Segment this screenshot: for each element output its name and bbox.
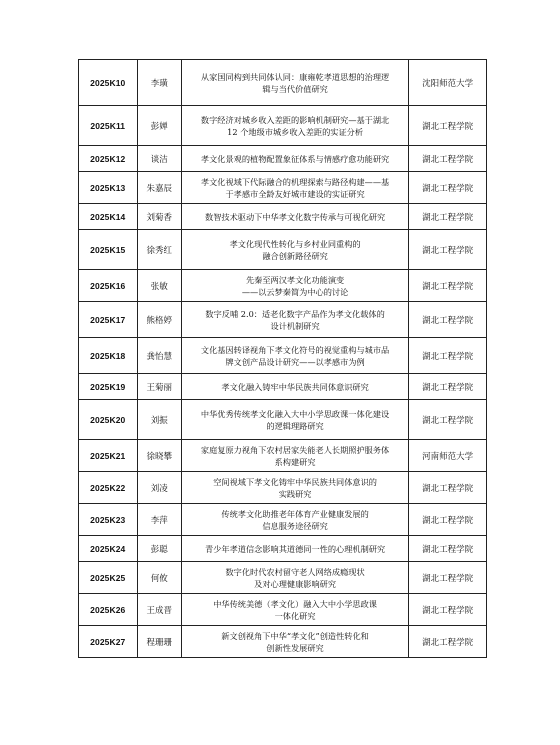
project-id-cell: 2025K24 — [79, 536, 138, 562]
project-id-cell: 2025K16 — [79, 270, 138, 302]
project-id-cell: 2025K17 — [79, 302, 138, 338]
project-title-line: 数字经济对城乡收入差距的影响机制研究—基于湖北 — [200, 114, 390, 125]
institution-cell: 湖北工程学院 — [409, 594, 487, 626]
project-title-line: 空间视域下孝文化铸牢中华民族共同体意识的 — [213, 476, 377, 487]
project-title-line: 先秦至两汉孝文化功能演变 — [245, 274, 345, 285]
table-row — [79, 146, 487, 172]
project-title-line: 孝文化视域下代际融合的机理探索与路径构建——基 — [200, 176, 390, 187]
institution-cell: 湖北工程学院 — [409, 562, 487, 594]
project-leader-cell: 徐晓攀 — [137, 440, 181, 472]
institution-cell: 湖北工程学院 — [409, 270, 487, 302]
table-row — [79, 504, 487, 536]
project-leader-cell: 李萍 — [137, 504, 181, 536]
project-title-cell — [181, 594, 408, 626]
table-row — [79, 230, 487, 270]
institution-cell: 沈阳师范大学 — [409, 60, 487, 106]
table-row — [79, 562, 487, 594]
project-title-line: 牌文创产品设计研究——以孝感市为例 — [225, 356, 365, 367]
project-title-line: 于孝感市全龄友好城市建设的实证研究 — [225, 188, 365, 199]
project-id-cell: 2025K14 — [79, 204, 138, 230]
project-title-line: 系构建研究 — [274, 456, 316, 467]
institution-cell: 湖北工程学院 — [409, 400, 487, 440]
project-title-line: 融合创新路径研究 — [262, 250, 328, 261]
project-title-line: 传统孝文化助推老年体育产业健康发展的 — [221, 508, 369, 519]
table-row — [79, 536, 487, 562]
project-id-cell: 2025K25 — [79, 562, 138, 594]
project-title-line: 一体化研究 — [274, 610, 316, 621]
institution-cell: 湖北工程学院 — [409, 230, 487, 270]
project-id-cell: 2025K22 — [79, 472, 138, 504]
table-row — [79, 374, 487, 400]
institution-cell: 湖北工程学院 — [409, 536, 487, 562]
institution-cell: 湖北工程学院 — [409, 172, 487, 204]
project-id-cell: 2025K13 — [79, 172, 138, 204]
project-title-line: 的逻辑理路研究 — [266, 420, 324, 431]
table-row — [79, 472, 487, 504]
institution-cell: 湖北工程学院 — [409, 146, 487, 172]
project-title-line: 青少年孝道信念影响其道德同一性的心理机制研究 — [205, 543, 386, 554]
project-title-line: 孝文化景观的植物配置象征体系与情感疗愈功能研究 — [200, 153, 390, 164]
project-title-line: 辑与当代价值研究 — [262, 83, 328, 94]
project-title-line: 中华传统美德（孝文化）融入大中小学思政课 — [213, 598, 377, 609]
project-title-cell — [181, 302, 408, 338]
project-leader-cell: 龚怡慧 — [137, 338, 181, 374]
institution-cell: 湖北工程学院 — [409, 472, 487, 504]
table-row — [79, 106, 487, 146]
project-leader-cell: 刘凌 — [137, 472, 181, 504]
project-title-cell — [181, 106, 408, 146]
project-title-cell — [181, 374, 408, 400]
project-title-line: 孝文化现代性转化与乡村业同重构的 — [229, 238, 361, 249]
institution-cell: 河南师范大学 — [409, 440, 487, 472]
project-title-line: 中华优秀传统孝文化融入大中小学思政课一体化建设 — [200, 408, 390, 419]
project-id-cell: 2025K15 — [79, 230, 138, 270]
project-id-cell: 2025K12 — [79, 146, 138, 172]
project-leader-cell: 何攸 — [137, 562, 181, 594]
project-id-cell: 2025K21 — [79, 440, 138, 472]
project-title-line: ——以云梦秦简为中心的讨论 — [241, 286, 349, 297]
project-leader-cell: 彭婵 — [137, 106, 181, 146]
project-leader-cell: 朱嘉辰 — [137, 172, 181, 204]
project-title-cell — [181, 626, 408, 658]
table-row — [79, 440, 487, 472]
project-title-cell — [181, 504, 408, 536]
project-title-line: 12 个地级市城乡收入差距的实证分析 — [227, 126, 364, 137]
project-title-line: 及对心理健康影响研究 — [254, 578, 337, 589]
table-row — [79, 400, 487, 440]
project-leader-cell: 刘菊香 — [137, 204, 181, 230]
table-row — [79, 270, 487, 302]
table-row — [79, 338, 487, 374]
project-title-cell — [181, 172, 408, 204]
project-title-line: 数字化时代农村留守老人网络成瘾现状 — [225, 566, 365, 577]
project-id-cell: 2025K18 — [79, 338, 138, 374]
project-title-line: 设计机制研究 — [270, 320, 320, 331]
project-title-line: 创新性发展研究 — [266, 642, 324, 653]
project-title-cell — [181, 204, 408, 230]
project-title-cell — [181, 146, 408, 172]
project-id-cell: 2025K10 — [79, 60, 138, 106]
table-row — [79, 626, 487, 658]
project-leader-cell: 刘振 — [137, 400, 181, 440]
project-table-body — [79, 60, 487, 658]
institution-cell: 湖北工程学院 — [409, 204, 487, 230]
project-id-cell: 2025K19 — [79, 374, 138, 400]
institution-cell: 湖北工程学院 — [409, 338, 487, 374]
project-id-cell: 2025K23 — [79, 504, 138, 536]
project-title-line: 文化基因转译视角下孝文化符号的视觉重构与城市品 — [200, 344, 390, 355]
project-leader-cell: 徐秀红 — [137, 230, 181, 270]
project-title-cell — [181, 60, 408, 106]
institution-cell: 湖北工程学院 — [409, 302, 487, 338]
project-title-line: 数字反哺 2.0：适老化数字产品作为孝文化载体的 — [205, 308, 385, 319]
project-title-cell — [181, 536, 408, 562]
project-leader-cell: 李璜 — [137, 60, 181, 106]
project-leader-cell: 王菊丽 — [137, 374, 181, 400]
project-id-cell: 2025K20 — [79, 400, 138, 440]
project-table — [78, 59, 487, 658]
project-leader-cell: 程珊珊 — [137, 626, 181, 658]
table-row — [79, 594, 487, 626]
project-title-cell — [181, 440, 408, 472]
project-title-line: 信息服务途径研究 — [262, 520, 328, 531]
table-row — [79, 60, 487, 106]
project-title-cell — [181, 338, 408, 374]
table-row — [79, 172, 487, 204]
project-title-cell — [181, 472, 408, 504]
project-title-line: 孝文化融入铸牢中华民族共同体意识研究 — [221, 381, 369, 392]
project-title-line: 从家国同构到共同体认同：康雍乾孝道思想的治理逻 — [200, 71, 390, 82]
project-id-cell: 2025K11 — [79, 106, 138, 146]
project-id-cell: 2025K26 — [79, 594, 138, 626]
project-title-line: 新文创视角下中华“孝文化”创造性转化和 — [221, 630, 369, 641]
project-leader-cell: 张敏 — [137, 270, 181, 302]
project-title-cell — [181, 270, 408, 302]
table-row — [79, 204, 487, 230]
project-leader-cell: 彭聪 — [137, 536, 181, 562]
project-title-cell — [181, 230, 408, 270]
institution-cell: 湖北工程学院 — [409, 504, 487, 536]
project-title-line: 家庭复原力视角下农村居家失能老人长期照护服务体 — [200, 444, 390, 455]
institution-cell: 湖北工程学院 — [409, 626, 487, 658]
institution-cell: 湖北工程学院 — [409, 374, 487, 400]
project-id-cell: 2025K27 — [79, 626, 138, 658]
table-row — [79, 302, 487, 338]
project-leader-cell: 王成晋 — [137, 594, 181, 626]
project-leader-cell: 谈洁 — [137, 146, 181, 172]
institution-cell: 湖北工程学院 — [409, 106, 487, 146]
project-title-line: 数智技术驱动下中华孝文化数字传承与可视化研究 — [205, 211, 386, 222]
project-title-line: 实践研究 — [278, 488, 312, 499]
project-leader-cell: 熊格婷 — [137, 302, 181, 338]
project-title-cell — [181, 400, 408, 440]
project-title-cell — [181, 562, 408, 594]
